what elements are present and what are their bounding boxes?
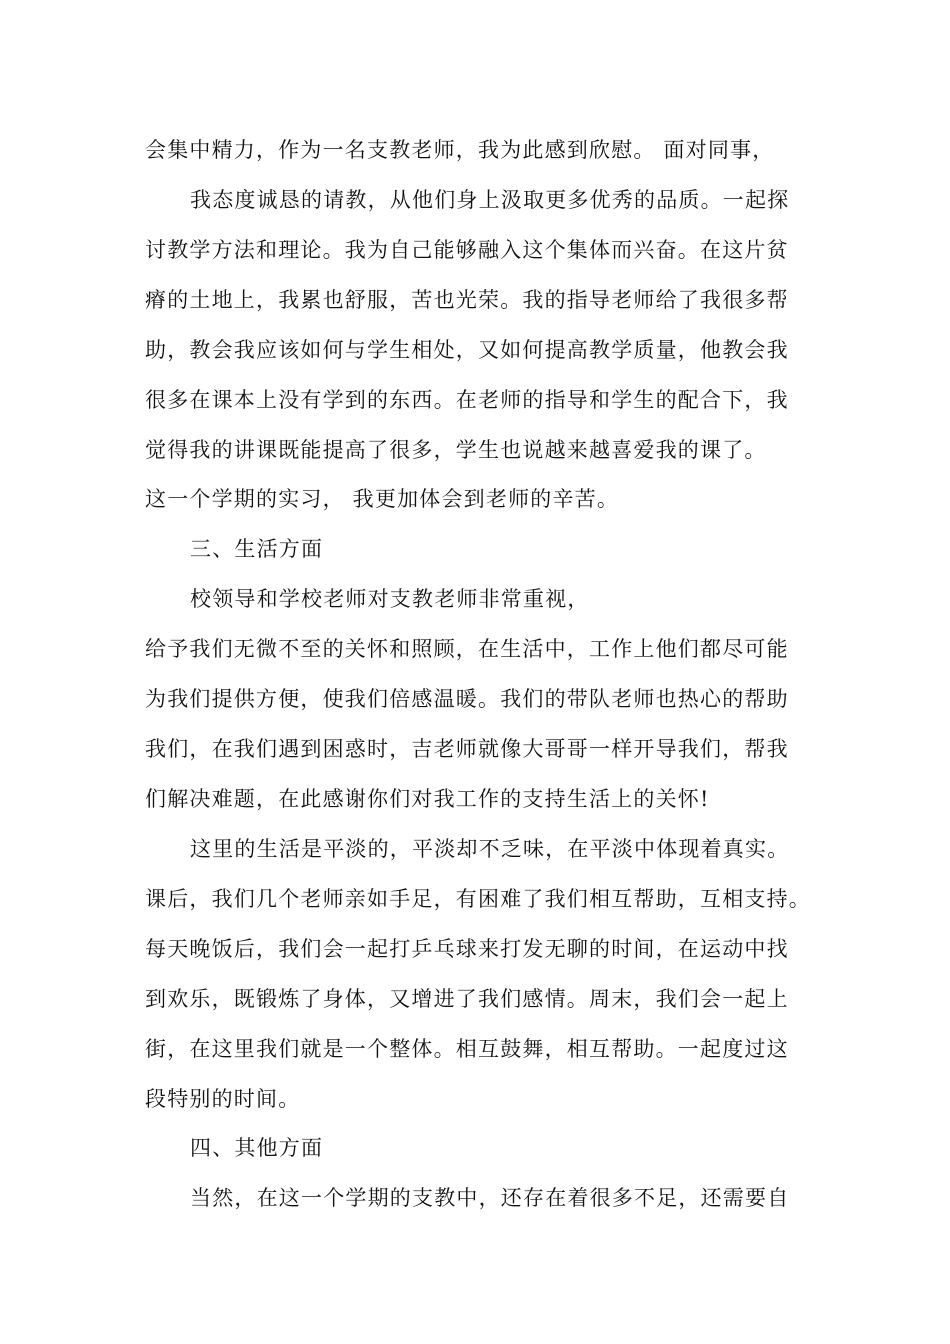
text-line-2: 我态度诚恳的请教，从他们身上汲取更多优秀的品质。一起探 [190,188,790,212]
text-line-19: 街，在这里我们就是一个整体。相互鼓舞，相互帮助。一起度过这 [145,1037,789,1061]
text-line-3: 讨教学方法和理论。我为自己能够融入这个集体而兴奋。在这片贫 [145,238,789,262]
text-line-4: 瘠的土地上，我累也舒服，苦也光荣。我的指导老师给了我很多帮 [145,288,789,312]
text-line-20: 段特别的时间。 [145,1087,301,1111]
text-line-6: 很多在课本上没有学到的东西。在老师的指导和学生的配合下，我 [145,388,789,412]
section-heading-life: 三、生活方面 [190,537,324,561]
text-line-8: 这一个学期的实习， 我更加体会到老师的辛苦。 [145,487,620,511]
text-line-15: 这里的生活是平淡的，平淡却不乏味，在平淡中体现着真实。 [190,837,790,861]
text-line-12: 为我们提供方便，使我们倍感温暖。我们的带队老师也热心的帮助 [145,687,789,711]
section-heading-other: 四、其他方面 [190,1136,324,1160]
text-line-22: 当然，在这一个学期的支教中，还存在着很多不足，还需要自 [190,1186,790,1210]
text-line-7: 觉得我的讲课既能提高了很多，学生也说越来越喜爱我的课了。 [145,438,767,462]
text-line-1: 会集中精力，作为一名支教老师，我为此感到欣慰。 面对同事， [145,138,775,162]
text-line-14: 们解决难题，在此感谢你们对我工作的支持生活上的关怀! [145,787,710,811]
text-line-13: 我们，在我们遇到困惑时，吉老师就像大哥哥一样开导我们，帮我 [145,737,789,761]
text-line-10: 校领导和学校老师对支教老师非常重视， [190,587,590,611]
text-line-5: 助，教会我应该如何与学生相处，又如何提高教学质量，他教会我 [145,338,789,362]
text-line-16: 课后，我们几个老师亲如手足，有困难了我们相互帮助，互相支持。 [145,887,811,911]
text-line-17: 每天晚饭后，我们会一起打乒乓球来打发无聊的时间，在运动中找 [145,937,789,961]
text-line-11: 给予我们无微不至的关怀和照顾，在生活中，工作上他们都尽可能 [145,637,789,661]
text-line-18: 到欢乐，既锻炼了身体，又增进了我们感情。周末，我们会一起上 [145,987,789,1011]
